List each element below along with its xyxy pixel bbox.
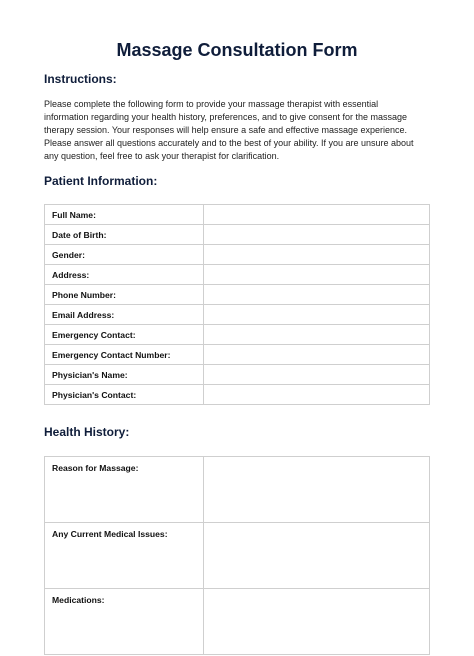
table-row [45,245,430,265]
field-label-email-address: Email Address: [45,305,204,325]
email-address-field[interactable] [204,305,430,325]
full-name-field[interactable] [204,205,430,225]
field-label-date-of-birth: Date of Birth: [45,225,204,245]
table-row [45,305,430,325]
instructions-line: Please complete the following form to provide your massage therapist with essential [44,99,379,109]
physicians-contact-field[interactable] [204,385,430,405]
instructions-line: any question, feel free to ask your therapist for clarification. [44,151,280,161]
page-title: Massage Consultation Form [116,40,358,60]
address-field[interactable] [204,265,430,285]
field-label-physicians-name: Physician's Name: [45,365,204,385]
table-row [45,205,430,225]
field-label-current-medical-issues: Any Current Medical Issues: [45,523,204,589]
field-label-emergency-contact-number: Emergency Contact Number: [45,345,204,365]
field-label-address: Address: [45,265,204,285]
field-label-phone-number: Phone Number: [45,285,204,305]
table-row [45,589,430,655]
reason-for-massage-field[interactable] [204,457,430,523]
emergency-contact-number-field[interactable] [204,345,430,365]
table-row [45,225,430,245]
table-row [45,523,430,589]
field-label-emergency-contact: Emergency Contact: [45,325,204,345]
table-row [45,265,430,285]
field-label-medications: Medications: [45,589,204,655]
instructions-heading: Instructions: [44,72,117,86]
table-row [45,457,430,523]
table-row [45,365,430,385]
gender-field[interactable] [204,245,430,265]
patient-info-heading: Patient Information: [44,174,158,188]
instructions-line: information regarding your health history, preferences, and to give consent for the massage [44,112,408,122]
emergency-contact-field[interactable] [204,325,430,345]
instructions-line: therapy session. Your responses will help ensure a safe and effective massage experience. [44,125,408,135]
table-row [45,325,430,345]
field-label-physicians-contact: Physician's Contact: [45,385,204,405]
medications-field[interactable] [204,589,430,655]
current-medical-issues-field[interactable] [204,523,430,589]
instructions-line: Please answer all questions accurately and to the best of your ability. If you are unsure about [44,138,414,148]
table-row [45,345,430,365]
field-label-reason-for-massage: Reason for Massage: [45,457,204,523]
date-of-birth-field[interactable] [204,225,430,245]
field-label-full-name: Full Name: [45,205,204,225]
physicians-name-field[interactable] [204,365,430,385]
health-history-heading: Health History: [44,425,130,439]
field-label-gender: Gender: [45,245,204,265]
patient-info-table [44,204,430,405]
table-row [45,385,430,405]
phone-number-field[interactable] [204,285,430,305]
table-row [45,285,430,305]
instructions-text [44,98,432,163]
health-history-table [44,456,430,655]
